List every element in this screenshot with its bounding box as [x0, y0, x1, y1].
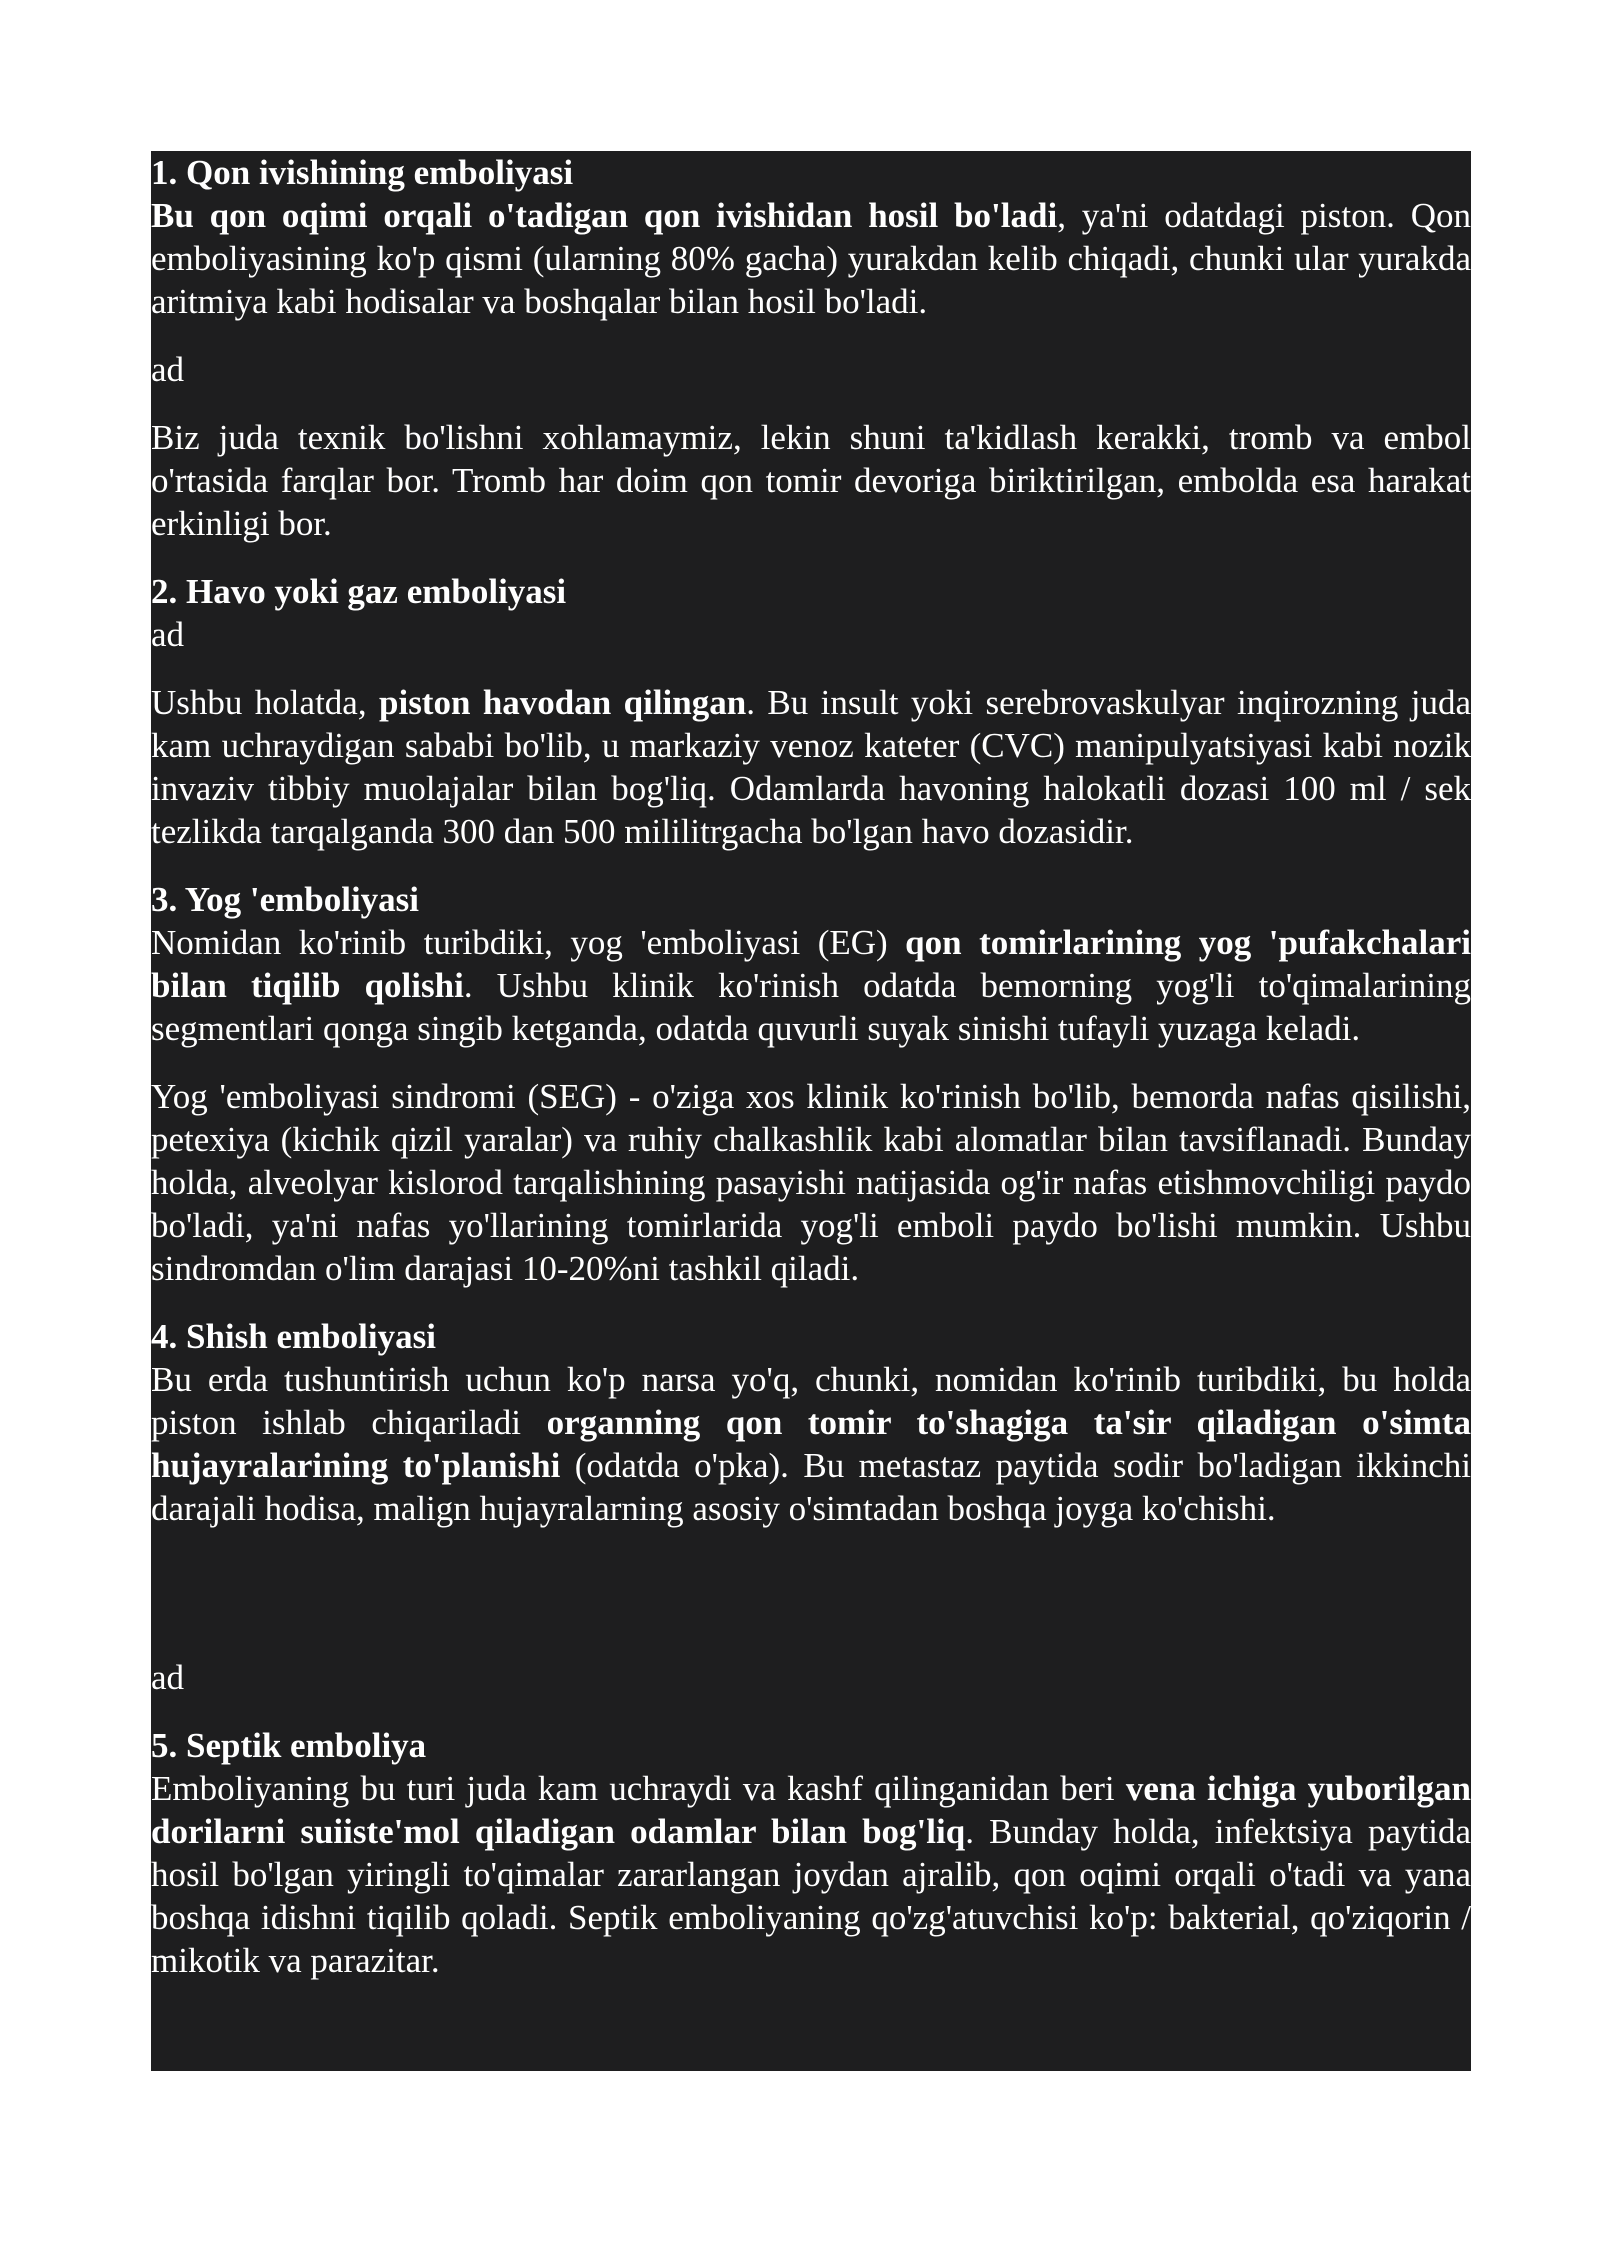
ad-label-3: ad — [151, 1658, 185, 1697]
section-3-bold-1: qon tomirlarining yog 'pufakchalari bilan tiqilib qolishi — [151, 923, 1471, 1005]
section-4-paragraph-1: Bu erda tushuntirish uchun ko'p narsa yo'q, chunki, nomidan ko'rinib turibdiki, bu holda piston ishlab chiqariladi organning qon tomir to'shagiga ta'sir qiladigan o'simta hujayralarining to'planishi (odatda o'pka). Bu metastaz paytida sodir bo'ladigan ikkinchi darajali hodisa, malign hujayralarning asosiy o'simtadan boshqa joyga ko'chishi. — [151, 1360, 1471, 1528]
section-5-paragraph-1: Emboliyaning bu turi juda kam uchraydi va kashf qilinganidan beri vena ichiga yuborilgan dorilarni suiiste'mol qiladigan odamlar bilan bog'liq. Bunday holda, infektsiya paytida hosil bo'lgan yiringli to'qimalar zararlangan joydan ajralib, qon oqimi orqali o'tadi va yana boshqa idishni tiqilib qoladi. Septik emboliyaning qo'zg'atuvchisi ko'p: bakterial, qo'ziqorin / mikotik va parazitar. — [151, 1769, 1471, 1980]
section-3-paragraph-2: Yog 'emboliyasi sindromi (SEG) - o'ziga xos klinik ko'rinish bo'lib, bemorda nafas qisilishi, petexiya (kichik qizil yaralar) va ruhiy chalkashlik kabi alomatlar bilan tavsiflanadi. Bunday holda, alveolyar kislorod tarqalishining pasayishi natijasida og'ir nafas etishmovchiligi paydo bo'ladi, ya'ni nafas yo'llarining tomirlarida yog'li emboli paydo bo'lishi mumkin. Ushbu sindromdan o'lim darajasi 10-20%ni tashkil qiladi. — [151, 1077, 1471, 1288]
section-5-bold-1: vena ichiga yuborilgan dorilarni suiiste'mol qiladigan odamlar bilan bog'liq — [151, 1769, 1471, 1851]
section-2-heading: 2. Havo yoki gaz emboliyasi — [151, 572, 567, 611]
article-body — [151, 151, 1471, 2071]
ad-label-2: ad — [151, 615, 185, 654]
section-3-heading: 3. Yog 'emboliyasi — [151, 880, 420, 919]
section-2-paragraph-1: Ushbu holatda, piston havodan qilingan. Bu insult yoki serebrovaskulyar inqirozning juda kam uchraydigan sababi bo'lib, u markaziy venoz kateter (CVC) manipulyatsiyasi kabi nozik invaziv tibbiy muolajalar bilan bog'liq. Odamlarda havoning halokatli dozasi 100 ml / sek tezlikda tarqalganda 300 dan 500 mililitrgacha bo'lgan havo dozasidir. — [151, 683, 1471, 851]
section-4-heading: 4. Shish emboliyasi — [151, 1317, 436, 1356]
section-1-paragraph-2: Biz juda texnik bo'lishni xohlamaymiz, lekin shuni ta'kidlash kerakki, tromb va embol o'rtasida farqlar bor. Tromb har doim qon tomir devoriga biriktirilgan, embolda esa harakat erkinligi bor. — [151, 418, 1471, 543]
section-3-paragraph-1: Nomidan ko'rinib turibdiki, yog 'emboliyasi (EG) qon tomirlarining yog 'pufakchalari bilan tiqilib qolishi. Ushbu klinik ko'rinish odatda bemorning yog'li to'qimalarining segmentlari qonga singib ketganda, odatda quvurli suyak sinishi tufayli yuzaga keladi. — [151, 923, 1471, 1048]
section-1-heading: 1. Qon ivishining emboliyasi — [151, 153, 574, 192]
ad-label-1: ad — [151, 350, 185, 389]
section-1-bold-1: Bu qon oqimi orqali o'tadigan qon ivishidan hosil bo'ladi — [151, 196, 1058, 235]
section-4-bold-1: organning qon tomir to'shagiga ta'sir qiladigan o'simta hujayralarining to'planishi — [151, 1403, 1471, 1485]
section-1-paragraph-1: Bu qon oqimi orqali o'tadigan qon ivishidan hosil bo'ladi, ya'ni odatdagi piston. Qon emboliyasining ko'p qismi (ularning 80% gacha) yurakdan kelib chiqadi, chunki ular yurakda aritmiya kabi hodisalar va boshqalar bilan hosil bo'ladi. — [151, 196, 1471, 321]
section-2-bold-1: piston havodan qilingan — [379, 683, 747, 722]
section-5-heading: 5. Septik emboliya — [151, 1726, 427, 1765]
